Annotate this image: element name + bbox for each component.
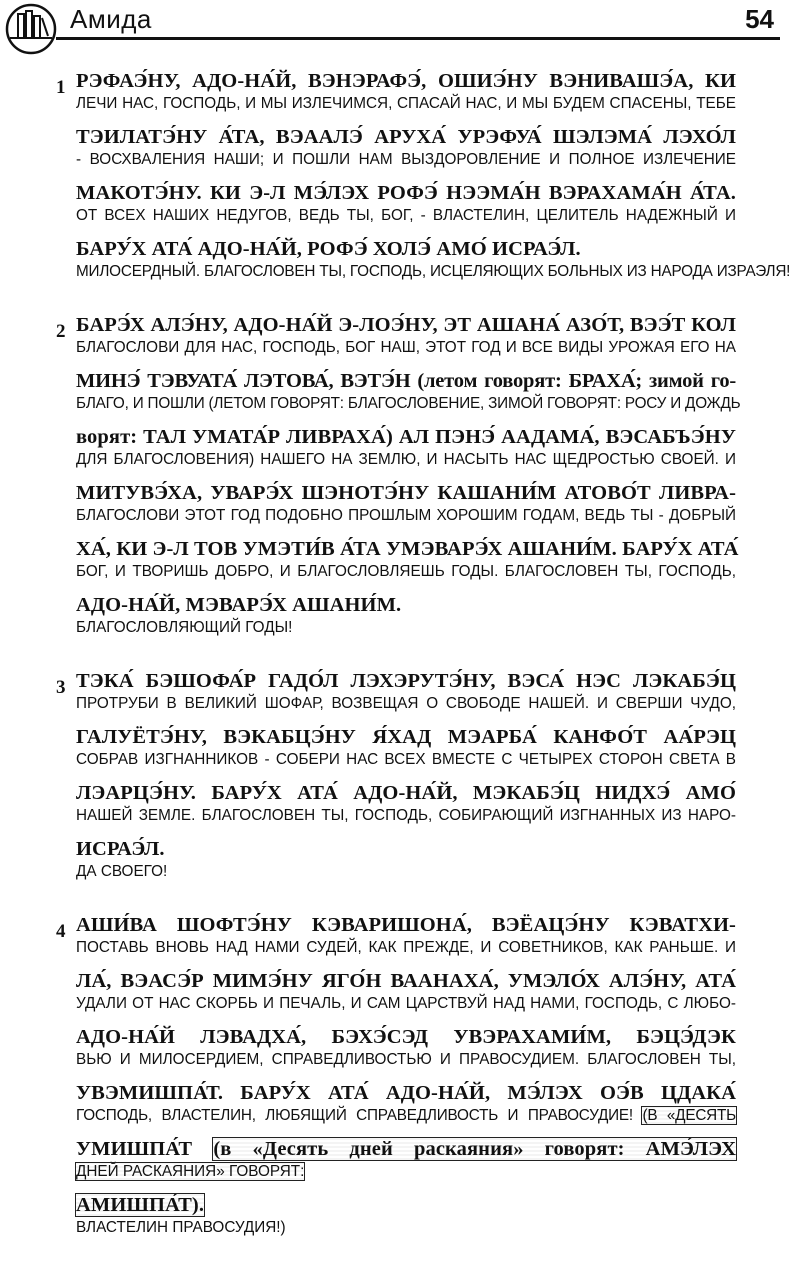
transliteration-line: УВЭМИШПА́Т. БАРУ́Х АТА́ АДО-НА́Й, МЭ́ЛЭХ ОЭ́В ЦДАКА́ <box>76 1082 736 1104</box>
transliteration-line: АДО-НА́Й, МЭВАРЭ́Х АШАНИ́М. <box>76 594 402 616</box>
verse-pair <box>76 424 736 470</box>
verse-pair <box>76 1136 736 1182</box>
translation-line <box>76 1106 736 1126</box>
verse-pair <box>76 592 736 638</box>
transliteration-line: МИТУВЭ́ХА, УВАРЭ́Х ШЭНОТЭ́НУ КАШАНИ́М АТОВО́Т ЛИВРА- <box>76 482 736 504</box>
transliteration-line: АДО-НА́Й ЛЭВАДХА́, БЭХЭ́СЭД УВЭРАХАМИ́М, БЭЦЭ́ДЭК <box>76 1026 736 1048</box>
translation-line: ЛЕЧИ НАС, ГОСПОДЬ, И МЫ ИЗЛЕЧИМСЯ, СПАСАЙ НАС, И МЫ БУДЕМ СПАСЕНЫ, ТЕБЕ <box>76 95 736 112</box>
ten-days-note: АМИШПА́Т). <box>76 1194 205 1216</box>
ten-days-note: ДНЕЙ РАСКАЯНИЯ» ГОВОРЯТ: <box>76 1163 305 1180</box>
translation-line: БЛАГОСЛОВИ ЭТОТ ГОД ПОДОБНО ПРОШЛЫМ ХОРОШИМ ГОДАМ, ВЕДЬ ТЫ - ДОБРЫЙ <box>76 507 736 524</box>
blessing-section-4 <box>0 912 800 1238</box>
verse-pair <box>76 968 736 1014</box>
blessing-section-1 <box>0 68 800 282</box>
transliteration-line: ИСРАЭ́Л. <box>76 838 165 860</box>
transliteration-line: МАКОТЭ́НУ. КИ Э-Л МЭ́ЛЭХ РОФЭ́ НЭЭМА́Н ВЭРАХАМА́Н А́ТА. <box>76 182 736 204</box>
transliteration-line: ТЭИЛАТЭ́НУ А́ТА, ВЭААЛЭ́ АРУХА́ УРЭФУА́ ШЭЛЭМА́ ЛЭХО́Л <box>76 126 736 148</box>
verse-pair <box>76 536 739 582</box>
transliteration-line: РЭФАЭ́НУ, АДО-НА́Й, ВЭНЭРАФЭ́, ОШИЭ́НУ ВЭНИВАШЭ́А, КИ <box>76 70 736 92</box>
translation-line: БЛАГО, И ПОШЛИ (ЛЕТОМ ГОВОРЯТ: БЛАГОСЛОВЕНИЕ, ЗИМОЙ ГОВОРЯТ: РОСУ И ДОЖДЬ <box>76 395 741 412</box>
section-number: 1 <box>56 77 66 98</box>
translation-line: - ВОСХВАЛЕНИЯ НАШИ; И ПОШЛИ НАМ ВЫЗДОРОВЛЕНИЕ И ПОЛНОЕ ИЗЛЕЧЕНИЕ <box>76 151 736 168</box>
translation-line: УДАЛИ ОТ НАС СКОРБЬ И ПЕЧАЛЬ, И САМ ЦАРСТВУЙ НАД НАМИ, ГОСПОДЬ, С ЛЮБО- <box>76 995 736 1012</box>
verse-pair <box>76 68 736 114</box>
translation-line: ПРОТРУБИ В ВЕЛИКИЙ ШОФАР, ВОЗВЕЩАЯ О СВОБОДЕ НАШЕЙ. И СВЕРШИ ЧУДО, <box>76 695 736 712</box>
transliteration-line: ГАЛУЁТЭ́НУ, ВЭКАБЦЭ́НУ Я́ХАД МЭАРБА́ КАНФО́Т АА́РЭЦ <box>76 726 736 748</box>
transliteration-line: БАРЭ́Х АЛЭ́НУ, АДО-НА́Й Э-ЛОЭ́НУ, ЭТ АШАНА́ АЗО́Т, ВЭЭ́Т КОЛ <box>76 314 736 336</box>
section-number: 2 <box>56 321 66 342</box>
section-number: 4 <box>56 921 66 942</box>
verse-pair <box>76 668 736 714</box>
verse-pair <box>76 124 736 170</box>
verse-pair <box>76 368 741 414</box>
verse-pair <box>76 312 736 358</box>
verse-pair <box>76 912 736 958</box>
transliteration-line: АШИ́ВА ШОФТЭ́НУ КЭВАРИШОНА́, ВЭЁАЦЭ́НУ КЭВАТХИ- <box>76 914 736 936</box>
blessing-section-3 <box>0 668 800 882</box>
blessing-section-2 <box>0 312 800 638</box>
transliteration-line <box>76 1192 736 1218</box>
transliteration-line: ТЭКА́ БЭШОФА́Р ГАДО́Л ЛЭХЭРУТЭ́НУ, ВЭСА́ НЭС ЛЭКАБЭ́Ц <box>76 670 736 692</box>
verse-pair <box>76 780 736 826</box>
page-header <box>0 0 800 44</box>
translation-line: БЛАГОСЛОВИ ДЛЯ НАС, ГОСПОДЬ, БОГ НАШ, ЭТОТ ГОД И ВСЕ ВИДЫ УРОЖАЯ ЕГО НА <box>76 339 736 356</box>
verse-pair <box>76 724 736 770</box>
book-shelf-logo-icon <box>4 2 58 56</box>
verse-pair <box>76 180 736 226</box>
transliteration-line: БАРУ́Х АТА́ АДО-НА́Й, РОФЭ́ ХОЛЭ́ АМО́ ИСРАЭ́Л. <box>76 238 581 260</box>
verse-pair <box>76 836 736 882</box>
translation-text: ГОСПОДЬ, ВЛАСТЕЛИН, ЛЮБЯЩИЙ СПРАВЕДЛИВОСТЬ И ПРАВОСУДИЕ! <box>76 1107 633 1124</box>
translation-line: ВЬЮ И МИЛОСЕРДИЕМ, СПРАВЕДЛИВОСТЬЮ И ПРАВОСУДИЕМ. БЛАГОСЛОВЕН ТЫ, <box>76 1051 736 1068</box>
section-number: 3 <box>56 677 66 698</box>
verse-pair <box>76 480 736 526</box>
translation-line: БОГ, И ТВОРИШЬ ДОБРО, И БЛАГОСЛОВЛЯЕШЬ ГОДЫ. БЛАГОСЛОВЕН ТЫ, ГОСПОДЬ, <box>76 563 736 580</box>
transliteration-line: МИНЭ́ ТЭВУАТА́ ЛЭТОВА́, ВЭТЭ́Н (летом говорят: БРАХА́; зимой го- <box>76 370 736 392</box>
verse-pair <box>76 1192 736 1238</box>
translation-line: ОТ ВСЕХ НАШИХ НЕДУГОВ, ВЕДЬ ТЫ, БОГ, - ВЛАСТЕЛИН, ЦЕЛИТЕЛЬ НАДЕЖНЫЙ И <box>76 207 736 224</box>
translation-line: ВЛАСТЕЛИН ПРАВОСУДИЯ!) <box>76 1219 286 1236</box>
header-title: Амида <box>70 4 152 34</box>
translation-line <box>76 1162 736 1182</box>
translation-line: ДА СВОЕГО! <box>76 863 168 880</box>
ten-days-note: (В «ДЕСЯТЬ <box>642 1107 736 1124</box>
transliteration-text: УМИШПА́Т <box>76 1138 193 1160</box>
transliteration-line: ХА́, КИ Э-Л ТОВ УМЭТИ́В А́ТА УМЭВАРЭ́Х АШАНИ́М. БАРУ́Х АТА́ <box>76 538 739 560</box>
transliteration-line: ЛЭАРЦЭ́НУ. БАРУ́Х АТА́ АДО-НА́Й, МЭКАБЭ́Ц НИДХЭ́ АМО́ <box>76 782 736 804</box>
translation-line: СОБРАВ ИЗГНАННИКОВ - СОБЕРИ НАС ВСЕХ ВМЕСТЕ С ЧЕТЫРЕХ СТОРОН СВЕТА В <box>76 751 736 768</box>
prayer-content <box>0 68 800 1268</box>
translation-line: МИЛОСЕРДНЫЙ. БЛАГОСЛОВЕН ТЫ, ГОСПОДЬ, ИСЦЕЛЯЮЩИХ БОЛЬНЫХ ИЗ НАРОДА ИЗРАЭЛЯ! <box>76 263 791 280</box>
verse-pair <box>76 1080 736 1126</box>
transliteration-line: ворят: ТАЛ УМАТА́Р ЛИВРАХА́) АЛ ПЭНЭ́ ААДАМА́, ВЭСАБЪЭ́НУ <box>76 426 736 448</box>
page-number: 54 <box>745 4 774 34</box>
verse-pair <box>76 236 791 282</box>
translation-line: ДЛЯ БЛАГОСЛОВЕНИЯ) НАШЕГО НА ЗЕМЛЮ, И НАСЫТЬ НАС ЩЕДРОСТЬЮ СВОЕЙ. И <box>76 451 736 468</box>
translation-line: ПОСТАВЬ ВНОВЬ НАД НАМИ СУДЕЙ, КАК ПРЕЖДЕ, И СОВЕТНИКОВ, КАК РАНЬШЕ. И <box>76 939 736 956</box>
transliteration-line: ЛА́, ВЭАСЭ́Р МИМЭ́НУ ЯГО́Н ВААНАХА́, УМЭЛО́Х АЛЭ́НУ, АТА́ <box>76 970 736 992</box>
header-rule <box>56 37 780 40</box>
transliteration-line <box>76 1136 736 1162</box>
ten-days-note: (в «Десять дней раскаяния» говорят: АМЭ́ЛЭХ <box>213 1138 736 1160</box>
verse-pair <box>76 1024 736 1070</box>
translation-line: БЛАГОСЛОВЛЯЮЩИЙ ГОДЫ! <box>76 619 293 636</box>
translation-line: НАШЕЙ ЗЕМЛЕ. БЛАГОСЛОВЕН ТЫ, ГОСПОДЬ, СОБИРАЮЩИЙ ИЗГНАННЫХ ИЗ НАРО- <box>76 807 736 824</box>
